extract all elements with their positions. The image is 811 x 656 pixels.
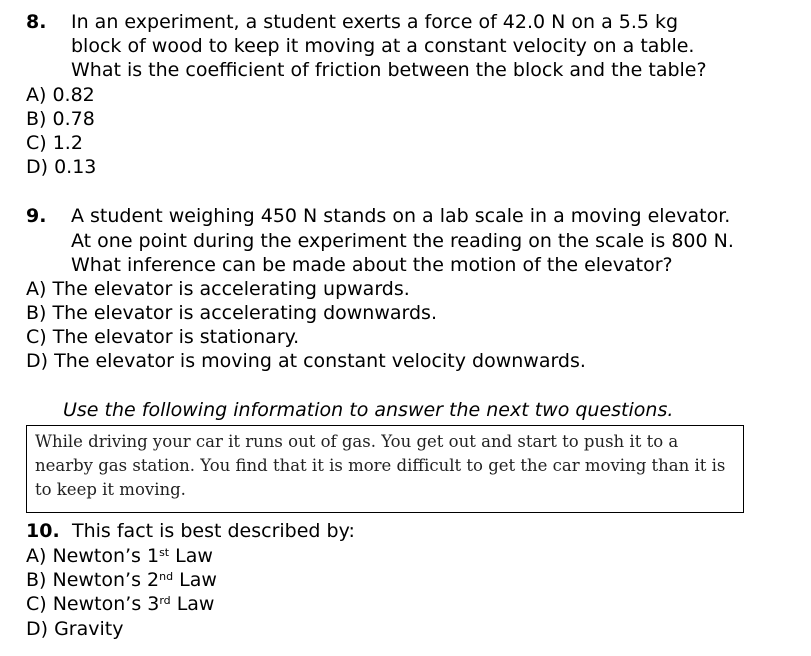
answer-option-c: C) The elevator is stationary. — [26, 326, 300, 348]
question-number: 8. — [26, 11, 47, 33]
option-text: C) Newton’s 3 — [26, 593, 160, 615]
answer-option-a: A) The elevator is accelerating upwards. — [26, 278, 410, 300]
question-text-line: block of wood to keep it moving at a constant velocity on a table. — [71, 35, 695, 57]
answer-option-c — [26, 592, 214, 616]
answer-option-d: D) The elevator is moving at constant velocity downwards. — [26, 350, 586, 372]
question-number: 9. — [26, 205, 47, 227]
answer-option-b — [26, 568, 217, 592]
ordinal-suffix: nd — [159, 570, 174, 583]
option-text: Law — [169, 545, 213, 567]
info-heading: Use the following information to answer the next two questions. — [63, 399, 674, 421]
answer-option-d — [26, 617, 123, 641]
info-box — [26, 425, 744, 513]
answer-option-b: B) The elevator is accelerating downwards. — [26, 302, 437, 324]
option-text: Law — [170, 593, 215, 615]
option-text: B) Newton’s 2 — [26, 569, 160, 591]
question-number: 10. — [26, 520, 60, 542]
answer-option-b: B) 0.78 — [26, 108, 95, 130]
option-text: D) Gravity — [26, 618, 124, 640]
question-text-line: In an experiment, a student exerts a force of 42.0 N on a 5.5 kg — [71, 11, 679, 33]
question-text: This fact is best described by: — [72, 520, 355, 542]
info-text: While driving your car it runs out of gas. You get out and start to push it to a nearby gas station. You find that it is more difficult to get the car moving than it is to keep it moving. — [35, 432, 726, 499]
answer-option-c: C) 1.2 — [26, 132, 83, 154]
answer-option-a — [26, 544, 213, 568]
answer-option-a: A) 0.82 — [26, 84, 95, 106]
answer-option-d: D) 0.13 — [26, 156, 97, 178]
option-text: A) Newton’s 1 — [26, 545, 160, 567]
question-text-line: What inference can be made about the motion of the elevator? — [71, 254, 673, 276]
option-text: Law — [173, 569, 217, 591]
question-text-line: At one point during the experiment the reading on the scale is 800 N. — [71, 230, 734, 252]
ordinal-suffix: rd — [159, 594, 171, 607]
question-text-line: A student weighing 450 N stands on a lab scale in a moving elevator. — [71, 205, 731, 227]
ordinal-suffix: st — [159, 546, 170, 559]
question-text-line: What is the coefficient of friction between the block and the table? — [71, 59, 707, 81]
